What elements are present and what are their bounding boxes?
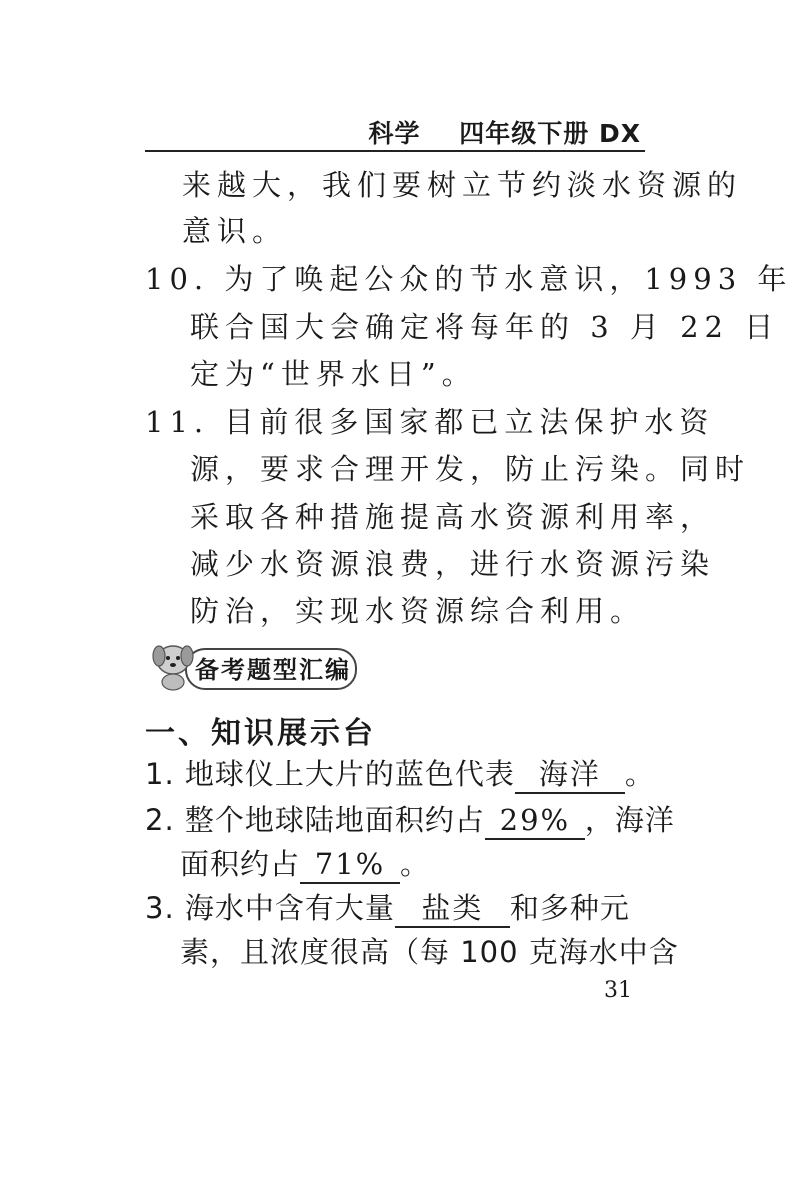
dog-mascot-icon bbox=[145, 636, 201, 692]
q1-suffix: 。 bbox=[624, 757, 655, 791]
q2-answer2-blank: 71% bbox=[300, 846, 400, 884]
body-line-5: 定为“世界水日”。 bbox=[190, 357, 477, 391]
question-1 bbox=[145, 756, 655, 794]
q1-prefix: 1. 地球仪上大片的蓝色代表 bbox=[145, 757, 515, 791]
body-line-4: 联合国大会确定将每年的 3 月 22 日 bbox=[190, 310, 780, 344]
q3-suffix: 和多种元 bbox=[509, 891, 630, 925]
body-line-10: 防治，实现水资源综合利用。 bbox=[190, 594, 646, 628]
question-3 bbox=[145, 890, 630, 928]
q2-mid: ，海洋 bbox=[584, 803, 675, 837]
q3-prefix: 3. 海水中含有大量 bbox=[145, 891, 395, 925]
body-line-9: 减少水资源浪费，进行水资源污染 bbox=[190, 547, 716, 581]
question-2-line2 bbox=[180, 846, 430, 884]
badge-label: 备考题型汇编 bbox=[195, 656, 351, 684]
page-number: 31 bbox=[604, 978, 632, 1003]
q2-prefix: 2. 整个地球陆地面积约占 bbox=[145, 803, 485, 837]
body-line-6: 11. 目前很多国家都已立法保护水资 bbox=[145, 405, 715, 439]
question-3-line2: 素，且浓度很高（每 100 克海水中含 bbox=[180, 935, 679, 969]
body-line-1: 来越大，我们要树立节约淡水资源的 bbox=[182, 168, 743, 202]
q2-line2-prefix: 面积约占 bbox=[180, 847, 301, 881]
section-heading: 一、知识展示台 bbox=[145, 716, 376, 751]
section-badge bbox=[145, 636, 355, 692]
page-header bbox=[145, 108, 645, 152]
q1-answer-blank: 海洋 bbox=[515, 756, 625, 794]
q2-answer1-blank: 29% bbox=[485, 802, 585, 840]
q3-answer-blank: 盐类 bbox=[395, 890, 510, 928]
header-title: 科学 四年级下册 DX bbox=[368, 119, 641, 148]
q2-suffix: 。 bbox=[400, 847, 431, 881]
body-line-7: 源，要求合理开发，防止污染。同时 bbox=[190, 452, 751, 486]
body-line-3: 10. 为了唤起公众的节水意识，1993 年 bbox=[145, 262, 793, 296]
question-2 bbox=[145, 802, 675, 840]
body-line-8: 采取各种措施提高水资源利用率， bbox=[190, 500, 716, 534]
body-line-2: 意识。 bbox=[182, 214, 288, 248]
